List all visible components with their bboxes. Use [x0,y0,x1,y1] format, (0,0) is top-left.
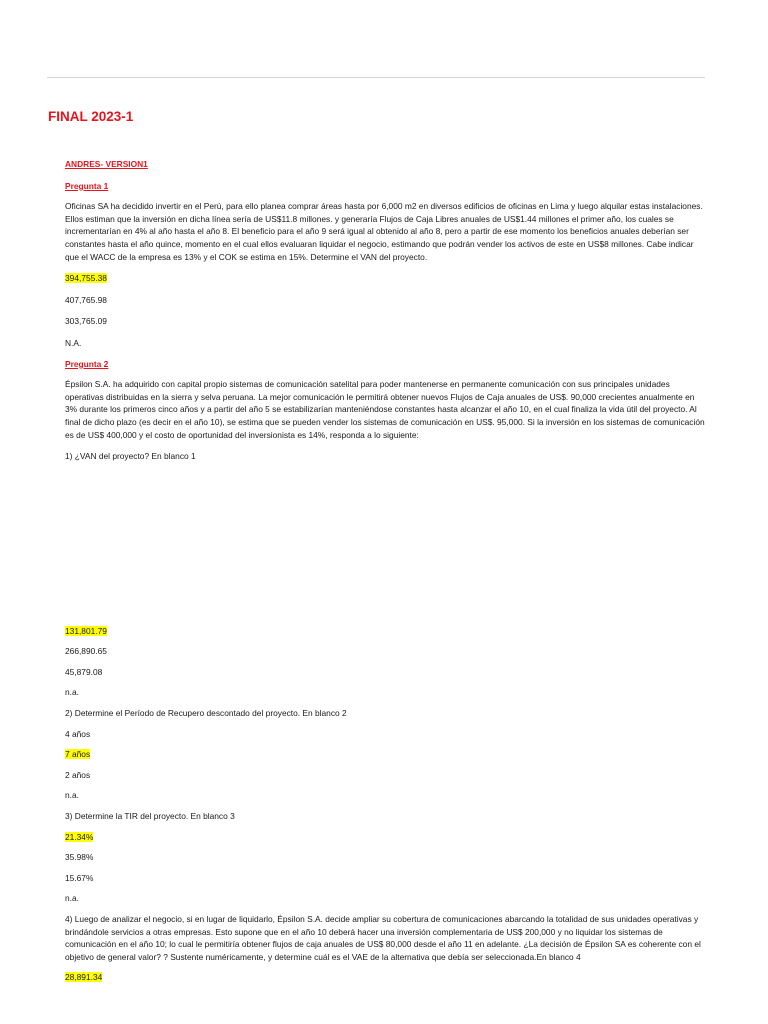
q2-sub3-option-b: 35.98% [65,852,94,863]
document-body [65,158,705,984]
q1-option-d: N.A. [65,337,82,348]
question-2-text: Épsilon S.A. ha adquirido con capital propio sistemas de comunicación satelital para poder mantenerse en permanente comunicación con sus principales unidades operativas distribuidas en la sierra y selva peruana. La mejor comunicación le permitirá obtener nuevos Flujos de Caja anuales de US$. 90,000 crecientes anualmente en 3% durante los primeros cinco años y a partir del año 5 se estabilizarían manteniéndose constantes hasta alcanzar el año 10, en el cual finaliza la vida útil del proyecto. Al final de dicho plazo (es decir en el año 10), se estima que se pueden vender los sistemas de comunicación en US$. 95,000. Si la inversión en los sistemas de comunicación es de US$ 400,000 y el costo de oportunidad del inversionista es 14%, responda a lo siguiente: [65,379,705,440]
question-1-text: Oficinas SA ha decidido invertir en el Perú, para ello planea comprar áreas hasta por 6,000 m2 en diversos edificios de oficinas en Lima y luego alquilar estas instalaciones. Ellos estiman que la inversión en dicha línea sería de US$11.8 millones. y generaría Flujos de Caja Libres anuales de US$1.44 millones el primer año, los cuales se incrementarían en 4% al año hasta el año 8. El beneficio para el año 9 será igual al obtenido al año 8, pero a partir de ese momento los beneficios anuales deberían ser constantes hasta el año quince, momento en el cual ellos evaluaran liquidar el negocio, estimando que podrán vender los activos de este en US$8 millones. Cabe indicar que el WACC de la empresa es 13% y el COK se estima en 15%. Determine el VAN del proyecto. [65,201,703,262]
q2-sub1-option-b: 266,890.65 [65,646,107,657]
q2-sub2-option-a: 4 años [65,728,91,739]
q2-sub4-option-a: 28,891.34 [65,972,103,983]
question-2-label: Pregunta 2 [65,358,109,369]
q2-sub1-option-a: 131,801.79 [65,625,107,636]
q2-sub1-option-c: 45,879.08 [65,666,103,677]
q2-sub1-option-d: n.a. [65,687,79,698]
q2-sub3-option-a: 21.34% [65,831,94,842]
q2-sub2-text: 2) Determine el Período de Recupero descontado del proyecto. En blanco 2 [65,708,347,719]
q2-sub3-text: 3) Determine la TIR del proyecto. En blanco 3 [65,811,235,822]
q2-sub1-text: 1) ¿VAN del proyecto? En blanco 1 [65,451,196,462]
page-title: FINAL 2023-1 [48,109,134,124]
blank-space [65,463,705,625]
version-label: ANDRES- VERSION1 [65,159,148,169]
q2-sub2-option-c: 2 años [65,769,91,780]
q2-sub2-option-b: 7 años [65,749,91,760]
top-divider [47,77,705,78]
q2-sub3-option-d: n.a. [65,893,79,904]
q1-option-a: 394,755.38 [65,273,107,284]
q2-sub2-option-d: n.a. [65,790,79,801]
q2-sub3-option-c: 15.67% [65,872,94,883]
question-1-label: Pregunta 1 [65,180,109,191]
q1-option-b: 407,765.98 [65,294,107,305]
q1-option-c: 303,765.09 [65,316,107,327]
q2-sub4-text: 4) Luego de analizar el negocio, si en lugar de liquidarlo, Épsilon S.A. decide ampliar su cobertura de comunicaciones abarcando la totalidad de sus unidades operativas y brindándole servicios a otras empresas. Esto supone que en el año 10 deberá hacer una inversión complementaria de US$ 200,000 y no liquidar los sistemas de comunicación en el año 10; lo cual le permitiría obtener flujos de caja anuales de US$ 80,000 desde el año 11 en adelante. ¿La decisión de Épsilon SA es coherente con el objetivo de general valor? ? Sustente numéricamente, y determine cuál es el VAE de la alternativa que debía ser seleccionada.En blanco 4 [65,914,701,962]
